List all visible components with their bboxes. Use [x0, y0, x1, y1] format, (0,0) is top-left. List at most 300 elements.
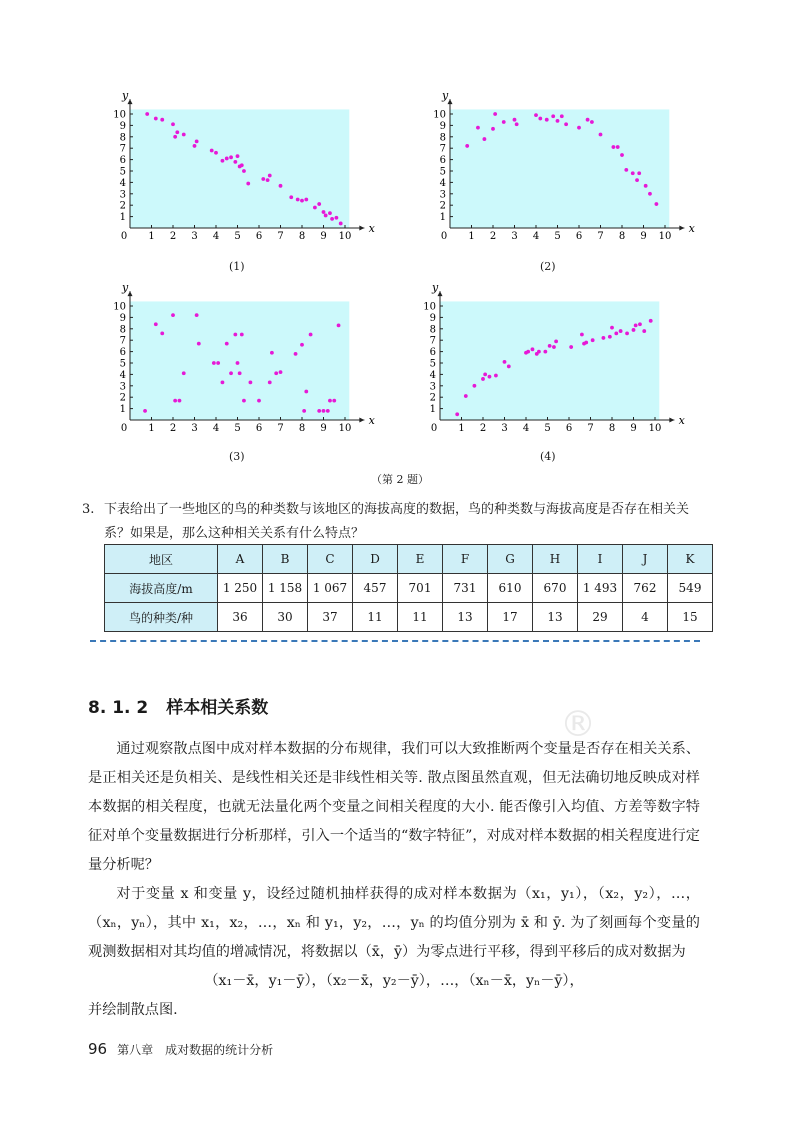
y-tick-label: 8: [439, 132, 446, 144]
scatter-point: [635, 178, 639, 182]
table-header-label: 地区: [105, 545, 218, 574]
plot-caption-2: (2): [540, 260, 556, 273]
plot-background: [130, 109, 349, 228]
x-tick-label: 4: [522, 423, 530, 434]
y-tick-label: 9: [119, 312, 126, 324]
table-row-label: 海拔高度/m: [105, 574, 218, 603]
table-cell: 29: [578, 603, 623, 632]
scatter-point: [602, 336, 606, 340]
section-number: 8. 1. 2: [88, 698, 149, 718]
y-tick-label: 3: [119, 381, 126, 393]
scatter-point: [173, 135, 177, 139]
y-axis-arrow: [438, 291, 443, 296]
x-tick-label: 1: [458, 423, 465, 434]
scatter-point: [145, 112, 149, 116]
table-cell: 549: [668, 574, 713, 603]
y-tick-label: 1: [439, 212, 446, 224]
scatter-point: [195, 313, 199, 317]
y-tick-label: 1: [429, 404, 436, 416]
y-tick-label: 4: [439, 177, 446, 189]
scatter-point: [624, 168, 628, 172]
plot-background: [450, 109, 669, 228]
scatter-point: [515, 122, 519, 126]
scatter-point: [503, 360, 507, 364]
paragraph: 并绘制散点图.: [88, 1002, 178, 1018]
table-cell: 15: [668, 603, 713, 632]
scatter-point: [649, 319, 653, 323]
x-tick-label: 8: [298, 423, 306, 434]
scatter-point: [221, 159, 225, 163]
table-cell: D: [353, 545, 398, 574]
y-tick-label: 9: [429, 312, 436, 324]
table-header-row: [105, 545, 713, 574]
scatter-point: [537, 350, 541, 354]
y-tick-label: 1: [119, 212, 126, 224]
y-tick-label: 5: [119, 166, 126, 178]
scatter-point: [236, 361, 240, 365]
scatter-point: [614, 331, 618, 335]
y-axis-label: y: [122, 281, 129, 295]
table-cell: J: [623, 545, 668, 574]
x-tick-label: 10: [338, 423, 352, 434]
y-tick-label: 10: [113, 301, 126, 313]
x-tick-label: 8: [608, 423, 616, 434]
scatter-point: [502, 120, 506, 124]
table-cell: 731: [443, 574, 488, 603]
page-footer: [88, 1040, 273, 1058]
watermark-registered-mark: ®: [560, 704, 596, 745]
x-tick-label: 7: [277, 231, 284, 242]
scatter-point: [608, 335, 612, 339]
scatter-point: [317, 409, 321, 413]
scatter-point: [322, 409, 326, 413]
x-tick-label: 5: [234, 423, 241, 434]
y-tick-label: 3: [119, 189, 126, 201]
table-cell: A: [218, 545, 263, 574]
scatter-point: [591, 338, 595, 342]
table-row: [105, 574, 713, 603]
table-cell: I: [578, 545, 623, 574]
scatter-point: [212, 361, 216, 365]
scatter-point: [631, 171, 635, 175]
scatter-point: [455, 412, 459, 416]
scatter-point: [309, 333, 313, 337]
x-tick-label: 6: [565, 423, 573, 434]
paragraph: 对于变量 x 和变量 y，设经过随机抽样获得的成对样本数据为（x₁，y₁），（x₂，y₂），…，（xₙ，yₙ），其中 x₁，x₂，…，xₙ 和 y₁，y₂，…，yₙ 的均值分别为 x̄ 和 ȳ. 为了刻画每个变量的观测数据相对其均值的增减情况，将数据以（x̄，ȳ）为零点进行平移，得到平移后的成对数据为: [88, 886, 700, 960]
section-divider: [90, 640, 700, 642]
scatter-point: [225, 157, 229, 161]
table-cell: 1 158: [263, 574, 308, 603]
scatter-point: [233, 333, 237, 337]
figure-caption: （第 2 题）: [371, 473, 429, 486]
scatter-point: [534, 113, 538, 117]
y-tick-label: 6: [429, 347, 436, 359]
x-tick-label: 6: [255, 231, 263, 242]
scatter-point: [257, 399, 261, 403]
scatter-point: [324, 214, 328, 218]
x-tick-label: 7: [587, 423, 594, 434]
x-tick-label: 4: [532, 231, 540, 242]
bird-table: [104, 544, 713, 632]
table-cell: 457: [353, 574, 398, 603]
y-tick-label: 7: [439, 143, 446, 155]
x-tick-label: 0: [120, 231, 128, 242]
scatter-point: [279, 184, 283, 188]
y-tick-label: 9: [439, 120, 446, 132]
x-tick-label: 4: [212, 231, 220, 242]
scatter-point: [465, 144, 469, 148]
scatter-point: [577, 126, 581, 130]
scatter-point: [586, 118, 590, 122]
chapter-title: 第八章 成对数据的统计分析: [117, 1043, 274, 1057]
scatter-point: [632, 328, 636, 332]
y-tick-label: 4: [119, 369, 126, 381]
scatter-point: [274, 371, 278, 375]
section-title: 样本相关系数: [166, 698, 269, 718]
x-tick-label: 3: [191, 423, 198, 434]
scatter-point: [268, 380, 272, 384]
scatter-point: [225, 342, 229, 346]
x-tick-label: 9: [640, 231, 647, 242]
scatter-point: [644, 184, 648, 188]
y-tick-label: 2: [429, 392, 436, 404]
y-tick-label: 5: [119, 358, 126, 370]
scatter-point: [538, 117, 542, 121]
scatter-point: [154, 322, 158, 326]
scatter-point: [143, 409, 147, 413]
x-tick-label: 8: [618, 231, 626, 242]
y-tick-label: 3: [429, 381, 436, 393]
x-tick-label: 1: [148, 423, 155, 434]
table-cell: F: [443, 545, 488, 574]
scatter-plot-3: [110, 281, 375, 438]
scatter-point: [182, 371, 186, 375]
scatter-point: [160, 331, 164, 335]
x-tick-label: 6: [255, 423, 263, 434]
scatter-point: [642, 329, 646, 333]
scatter-point: [483, 137, 487, 141]
x-tick-label: 4: [212, 423, 220, 434]
y-tick-label: 8: [119, 324, 126, 336]
centered-formula: （x₁－x̄，y₁－ȳ），（x₂－x̄，y₂－ȳ），…，（xₙ－x̄，yₙ－ȳ），: [204, 973, 584, 989]
table-row-label: 鸟的种类/种: [105, 603, 218, 632]
scatter-point: [590, 120, 594, 124]
y-tick-label: 9: [119, 120, 126, 132]
x-tick-label: 9: [630, 423, 637, 434]
scatter-point: [229, 371, 233, 375]
scatter-point: [261, 177, 265, 181]
scatter-point: [564, 122, 568, 126]
plot-caption-1: (1): [229, 260, 245, 273]
y-tick-label: 4: [429, 369, 436, 381]
table-cell: 670: [533, 574, 578, 603]
scatter-point: [491, 127, 495, 131]
table-cell: 610: [488, 574, 533, 603]
question-3: [82, 498, 698, 546]
scatter-point: [171, 122, 175, 126]
scatter-point: [246, 182, 250, 186]
scatter-point: [625, 331, 629, 335]
scatter-point: [339, 222, 343, 226]
scatter-point: [249, 380, 253, 384]
x-axis-label: x: [688, 222, 695, 235]
x-tick-label: 7: [277, 423, 284, 434]
scatter-point: [554, 339, 558, 343]
plot-caption-3: (3): [229, 450, 245, 463]
scatter-point: [580, 333, 584, 337]
body-text: [88, 735, 700, 1025]
scatter-point: [175, 130, 179, 134]
x-tick-label: 7: [597, 231, 604, 242]
plot-background: [130, 301, 349, 420]
scatter-point: [240, 333, 244, 337]
table-cell: 13: [443, 603, 488, 632]
plot-caption-4: (4): [540, 450, 556, 463]
table-cell: 4: [623, 603, 668, 632]
y-axis-arrow: [448, 99, 453, 104]
scatter-point: [313, 206, 317, 210]
table-cell: H: [533, 545, 578, 574]
scatter-point: [330, 217, 334, 221]
scatter-point: [620, 153, 624, 157]
scatter-point: [648, 192, 652, 196]
y-axis-label: y: [122, 89, 129, 103]
scatter-point: [289, 195, 293, 199]
table-row: [105, 603, 713, 632]
table-cell: 37: [308, 603, 353, 632]
x-tick-label: 0: [120, 423, 128, 434]
x-tick-label: 2: [169, 423, 177, 434]
y-tick-label: 2: [439, 200, 446, 212]
question-text: 下表给出了一些地区的鸟的种类数与该地区的海拔高度的数据，鸟的种类数与海拔高度是否存在相关关系？如果是，那么这种相关关系有什么特点？: [104, 502, 690, 541]
scatter-point: [216, 361, 220, 365]
y-tick-label: 1: [119, 404, 126, 416]
table-cell: 17: [488, 603, 533, 632]
scatter-point: [483, 373, 487, 377]
x-tick-label: 10: [338, 231, 352, 242]
y-tick-label: 6: [119, 347, 126, 359]
x-tick-label: 6: [575, 231, 583, 242]
scatter-point: [300, 343, 304, 347]
x-tick-label: 5: [554, 231, 561, 242]
scatter-point: [210, 149, 214, 153]
scatter-point: [270, 351, 274, 355]
question-number: 3.: [82, 502, 95, 517]
y-axis-label: y: [442, 89, 449, 103]
scatter-point: [526, 350, 530, 354]
x-axis-arrow: [359, 226, 364, 231]
scatter-point: [552, 345, 556, 349]
scatter-point: [193, 144, 197, 148]
table-cell: 11: [353, 603, 398, 632]
y-axis-label: y: [432, 281, 439, 295]
x-tick-label: 9: [320, 231, 327, 242]
y-tick-label: 3: [439, 189, 446, 201]
table-cell: 1 067: [308, 574, 353, 603]
x-tick-label: 2: [169, 231, 177, 242]
scatter-point: [493, 112, 497, 116]
scatter-point: [317, 202, 321, 206]
table-cell: 30: [263, 603, 308, 632]
scatter-point: [154, 117, 158, 121]
y-tick-label: 5: [439, 166, 446, 178]
scatter-point: [569, 345, 573, 349]
table-cell: 13: [533, 603, 578, 632]
scatter-point: [178, 399, 182, 403]
x-axis-arrow: [679, 226, 684, 231]
table-cell: G: [488, 545, 533, 574]
scatter-point: [238, 371, 242, 375]
scatter-plot-2: [430, 89, 695, 246]
scatter-point: [304, 390, 308, 394]
scatter-point: [481, 377, 485, 381]
scatter-point: [197, 342, 201, 346]
table-cell: 36: [218, 603, 263, 632]
scatter-point: [242, 169, 246, 173]
y-tick-label: 7: [119, 143, 126, 155]
scatter-point: [214, 151, 218, 155]
x-axis-arrow: [669, 418, 674, 423]
table-cell: 1 250: [218, 574, 263, 603]
scatter-point: [638, 322, 642, 326]
y-tick-label: 8: [429, 324, 436, 336]
table-cell: C: [308, 545, 353, 574]
x-tick-label: 5: [234, 231, 241, 242]
y-tick-label: 7: [429, 335, 436, 347]
scatter-point: [268, 174, 272, 178]
scatter-point: [195, 139, 199, 143]
scatter-point: [328, 211, 332, 215]
x-tick-label: 10: [658, 231, 672, 242]
scatter-point: [294, 352, 298, 356]
y-tick-label: 2: [119, 392, 126, 404]
scatter-point: [335, 216, 339, 220]
table-cell: 701: [398, 574, 443, 603]
scatter-point: [488, 375, 492, 379]
table-cell: K: [668, 545, 713, 574]
x-tick-label: 1: [468, 231, 475, 242]
scatter-point: [279, 370, 283, 374]
scatter-point: [612, 145, 616, 149]
scatter-point: [322, 210, 326, 214]
x-tick-label: 3: [511, 231, 518, 242]
scatter-plot-4: [420, 281, 685, 438]
scatter-plot-1: [110, 89, 375, 246]
scatter-point: [655, 202, 659, 206]
scatter-point: [634, 323, 638, 327]
scatter-point: [545, 118, 549, 122]
y-tick-label: 5: [429, 358, 436, 370]
y-tick-label: 4: [119, 177, 126, 189]
scatter-point: [300, 199, 304, 203]
x-tick-label: 5: [544, 423, 551, 434]
table-cell: 11: [398, 603, 443, 632]
y-tick-label: 10: [433, 109, 446, 121]
x-tick-label: 1: [148, 231, 155, 242]
scatter-point: [160, 118, 164, 122]
scatter-point: [464, 394, 468, 398]
scatter-point: [610, 326, 614, 330]
scatter-point: [326, 409, 330, 413]
scatter-point: [513, 118, 517, 122]
scatter-point: [599, 133, 603, 137]
plot-background: [440, 301, 659, 420]
scatter-point: [328, 399, 332, 403]
scatter-point: [173, 399, 177, 403]
y-tick-label: 6: [439, 155, 446, 167]
y-tick-label: 2: [119, 200, 126, 212]
scatter-point: [171, 313, 175, 317]
scatter-point: [266, 178, 270, 182]
scatter-point: [584, 341, 588, 345]
scatter-point: [494, 374, 498, 378]
x-tick-label: 8: [298, 231, 306, 242]
scatter-point: [543, 350, 547, 354]
scatter-point: [551, 114, 555, 118]
table-cell: E: [398, 545, 443, 574]
table-cell: 1 493: [578, 574, 623, 603]
paragraph: 通过观察散点图中成对样本数据的分布规律，我们可以大致推断两个变量是否存在相关关系、是正相关还是负相关、是线性相关还是非线性相关等. 散点图虽然直观，但无法确切地反映成对样本数据的相关程度，也就无法量化两个变量之间相关程度的大小. 能否像引入均值、方差等数字特征对单个变量数据进行分析那样，引入一个适当的“数字特征”，对成对样本数据的相关程度进行定量分析呢？: [88, 741, 700, 873]
scatter-point: [296, 198, 300, 202]
table-cell: 762: [623, 574, 668, 603]
y-tick-label: 10: [423, 301, 436, 313]
x-tick-label: 0: [430, 423, 438, 434]
scatter-point: [221, 380, 225, 384]
y-tick-label: 10: [113, 109, 126, 121]
scatter-point: [229, 155, 233, 159]
y-axis-arrow: [128, 99, 133, 104]
x-axis-label: x: [368, 222, 375, 235]
scatter-point: [531, 347, 535, 351]
scatter-point: [332, 399, 336, 403]
scatter-point: [637, 171, 641, 175]
scatter-point: [507, 365, 511, 369]
scatter-point: [548, 344, 552, 348]
y-axis-arrow: [128, 291, 133, 296]
scatter-point: [616, 145, 620, 149]
page-number: 96: [88, 1040, 108, 1058]
scatter-point: [337, 323, 341, 327]
scatter-point: [304, 198, 308, 202]
x-axis-label: x: [368, 414, 375, 427]
x-tick-label: 0: [440, 231, 448, 242]
scatter-point: [556, 119, 560, 123]
x-tick-label: 2: [479, 423, 487, 434]
scatter-point: [619, 329, 623, 333]
x-axis-label: x: [678, 414, 685, 427]
x-tick-label: 9: [320, 423, 327, 434]
section-heading: [88, 693, 286, 718]
x-axis-arrow: [359, 418, 364, 423]
y-tick-label: 8: [119, 132, 126, 144]
table-cell: B: [263, 545, 308, 574]
x-tick-label: 3: [191, 231, 198, 242]
scatter-point: [476, 126, 480, 130]
scatter-point: [473, 384, 477, 388]
scatter-point: [240, 163, 244, 167]
y-tick-label: 7: [119, 335, 126, 347]
scatter-point: [242, 399, 246, 403]
x-tick-label: 2: [489, 231, 497, 242]
scatter-point: [182, 133, 186, 137]
scatter-point: [236, 154, 240, 158]
x-tick-label: 10: [648, 423, 662, 434]
scatter-point: [233, 160, 237, 164]
scatter-point: [560, 114, 564, 118]
x-tick-label: 3: [501, 423, 508, 434]
scatter-point: [302, 409, 306, 413]
y-tick-label: 6: [119, 155, 126, 167]
